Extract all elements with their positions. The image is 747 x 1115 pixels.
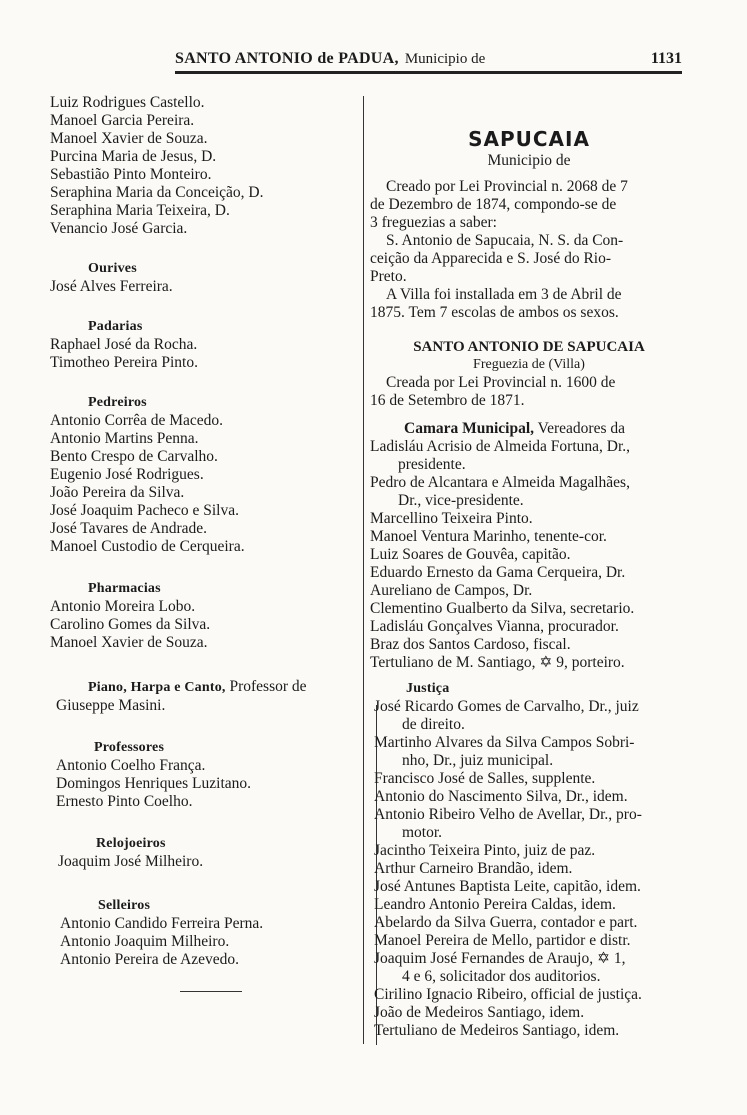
list-item: Raphael José da Rocha.: [50, 336, 198, 353]
text-line: Creado por Lei Provincial n. 2068 de 7: [386, 178, 628, 195]
list-item: Abelardo da Silva Guerra, contador e part.: [374, 914, 638, 931]
list-item: Antonio Corrêa de Macedo.: [50, 412, 224, 429]
top-names-list: [50, 94, 362, 238]
list-item: Braz dos Santos Cardoso, fiscal.: [370, 636, 571, 653]
text-line: Creada por Lei Provincial n. 1600 de: [386, 374, 616, 391]
text-line: de Dezembro de 1874, compondo-se de: [370, 196, 617, 213]
list-item: Dr., vice-presidente.: [398, 492, 524, 509]
list-item: Marcellino Teixeira Pinto.: [370, 510, 533, 527]
list-item: nho, Dr., juiz municipal.: [402, 752, 554, 769]
list-item: Carolino Gomes da Silva.: [50, 616, 211, 633]
list-item: Bento Crespo de Carvalho.: [50, 448, 218, 465]
section-ourives: [50, 260, 362, 296]
text-line: 3 freguezias a saber:: [370, 214, 497, 231]
list-item: José Alves Ferreira.: [50, 278, 173, 295]
section-heading: Ourives: [88, 261, 137, 276]
right-column: [370, 127, 688, 1040]
section-heading: Pedreiros: [88, 395, 147, 410]
left-column: [50, 94, 362, 992]
section-heading: Selleiros: [98, 898, 151, 913]
list-item: Manoel Custodio de Cerqueira.: [50, 538, 245, 555]
intro-paragraph: [370, 178, 688, 322]
camara-heading-rest: Vereadores da: [537, 420, 625, 437]
header-title: SANTO ANTONIO de PADUA,: [175, 50, 399, 67]
list-item: Antonio Pereira de Azevedo.: [60, 951, 240, 968]
list-item: 4 e 6, solicitador dos auditorios.: [402, 968, 601, 985]
list-item: Martinho Alvares da Silva Campos Sobri-: [374, 734, 635, 751]
list-item: Clementino Gualberto da Silva, secretario.: [370, 600, 635, 617]
list-item: João de Medeiros Santiago, idem.: [374, 1004, 585, 1021]
section-heading: Pharmacias: [88, 581, 161, 596]
list-item: Eugenio José Rodrigues.: [50, 466, 204, 483]
municipio-subtitle: Municipio de: [487, 152, 571, 169]
text-line: A Villa foi installada em 3 de Abril de: [386, 286, 622, 303]
section-heading: Professores: [94, 740, 165, 755]
section-professores: [50, 739, 362, 811]
list-item: José Ricardo Gomes de Carvalho, Dr., juiz: [374, 698, 639, 715]
list-item: Joaquim José Fernandes de Araujo, ✡ 1,: [374, 950, 626, 967]
list-item: Ladisláu Gonçalves Vianna, procurador.: [370, 618, 619, 635]
list-item: Ernesto Pinto Coelho.: [56, 793, 193, 810]
list-item: Tertuliano de M. Santiago, ✡ 9, porteiro.: [370, 654, 625, 671]
list-item: presidente.: [398, 456, 466, 473]
section-piano: [50, 678, 362, 715]
header-subtitle: Municipio de: [404, 51, 486, 67]
header-rule: [175, 71, 682, 74]
list-item: Antonio Moreira Lobo.: [50, 598, 196, 615]
list-item: Jacintho Teixeira Pinto, juiz de paz.: [374, 842, 596, 859]
list-item: Manoel Xavier de Souza.: [50, 634, 208, 651]
list-item: Joaquim José Milheiro.: [58, 853, 204, 870]
list-item: Eduardo Ernesto da Gama Cerqueira, Dr.: [370, 564, 626, 581]
camara-heading: [370, 420, 688, 438]
section-selleiros: [50, 897, 362, 969]
text-line: Preto.: [370, 268, 407, 285]
list-item: Manoel Pereira de Mello, partidor e distr.: [374, 932, 631, 949]
list-item: motor.: [402, 824, 443, 841]
list-item: Leandro Antonio Pereira Caldas, idem.: [374, 896, 616, 913]
section-heading: Padarias: [88, 319, 143, 334]
list-item: Purcina Maria de Jesus, D.: [50, 148, 217, 165]
list-item: Antonio Coelho França.: [56, 757, 206, 774]
camara-heading-bold: Camara Municipal,: [404, 420, 535, 437]
list-item: Cirilino Ignacio Ribeiro, official de justiça.: [374, 986, 642, 1003]
piano-heading-line: [56, 678, 362, 697]
text-line: 1875. Tem 7 escolas de ambos os sexos.: [370, 304, 619, 321]
text-line: ceição da Apparecida e S. José do Rio-: [370, 250, 612, 267]
list-item: Luiz Soares de Gouvêa, capitão.: [370, 546, 571, 563]
list-item: Arthur Carneiro Brandão, idem.: [374, 860, 573, 877]
list-item: João Pereira da Silva.: [50, 484, 185, 501]
list-item: Antonio Ribeiro Velho de Avellar, Dr., pro-: [374, 806, 642, 823]
list-item: Giuseppe Masini.: [56, 697, 166, 714]
municipio-title: SAPUCAIA: [468, 127, 590, 151]
list-item: Antonio Martins Penna.: [50, 430, 199, 447]
freguezia-subtitle: Freguezia de (Villa): [473, 357, 585, 372]
list-item: Venancio José Garcia.: [50, 220, 188, 237]
list-item: Pedro de Alcantara e Almeida Magalhães,: [370, 474, 630, 491]
section-heading: Piano, Harpa e Canto,: [88, 680, 226, 695]
list-item: Seraphina Maria Teixeira, D.: [50, 202, 230, 219]
section-pharmacias: [50, 580, 362, 652]
section-heading: Relojoeiros: [96, 836, 166, 851]
list-item: Domingos Henriques Luzitano.: [56, 775, 252, 792]
list-item: Manoel Garcia Pereira.: [50, 112, 195, 129]
list-item: Sebastião Pinto Monteiro.: [50, 166, 212, 183]
text-line: S. Antonio de Sapucaia, N. S. da Con-: [386, 232, 624, 249]
list-item: Antonio do Nascimento Silva, Dr., idem.: [374, 788, 628, 805]
column-divider: [363, 96, 364, 1044]
page-number: 1131: [650, 50, 682, 67]
section-padarias: [50, 318, 362, 372]
list-item: Antonio Candido Ferreira Perna.: [60, 915, 264, 932]
section-relojoeiros: [50, 835, 362, 871]
justica-heading: Justiça: [406, 681, 450, 696]
justica-list: [370, 698, 688, 1040]
list-item: Timotheo Pereira Pinto.: [50, 354, 198, 371]
list-item: Manoel Ventura Marinho, tenente-cor.: [370, 528, 607, 545]
list-item: Seraphina Maria da Conceição, D.: [50, 184, 264, 201]
list-item: de direito.: [402, 716, 465, 733]
text-line: 16 de Setembro de 1871.: [370, 392, 525, 409]
list-item: Antonio Joaquim Milheiro.: [60, 933, 230, 950]
list-item: Tertuliano de Medeiros Santiago, idem.: [374, 1022, 620, 1039]
list-item: Luiz Rodrigues Castello.: [50, 94, 205, 111]
list-item: Manoel Xavier de Souza.: [50, 130, 208, 147]
section-pedreiros: [50, 394, 362, 556]
camara-list: [370, 438, 688, 672]
list-item: Aureliano de Campos, Dr.: [370, 582, 533, 599]
list-item: José Antunes Baptista Leite, capitão, idem.: [374, 878, 641, 895]
list-item: Francisco José de Salles, supplente.: [374, 770, 596, 787]
list-item: Ladisláu Acrisio de Almeida Fortuna, Dr.,: [370, 438, 631, 455]
piano-text: Professor de: [229, 678, 307, 695]
end-rule: [180, 991, 242, 992]
list-item: José Joaquim Pacheco e Silva.: [50, 502, 239, 519]
freguezia-title: SANTO ANTONIO DE SAPUCAIA: [413, 339, 645, 355]
running-header: [175, 50, 682, 72]
list-item: José Tavares de Andrade.: [50, 520, 208, 537]
